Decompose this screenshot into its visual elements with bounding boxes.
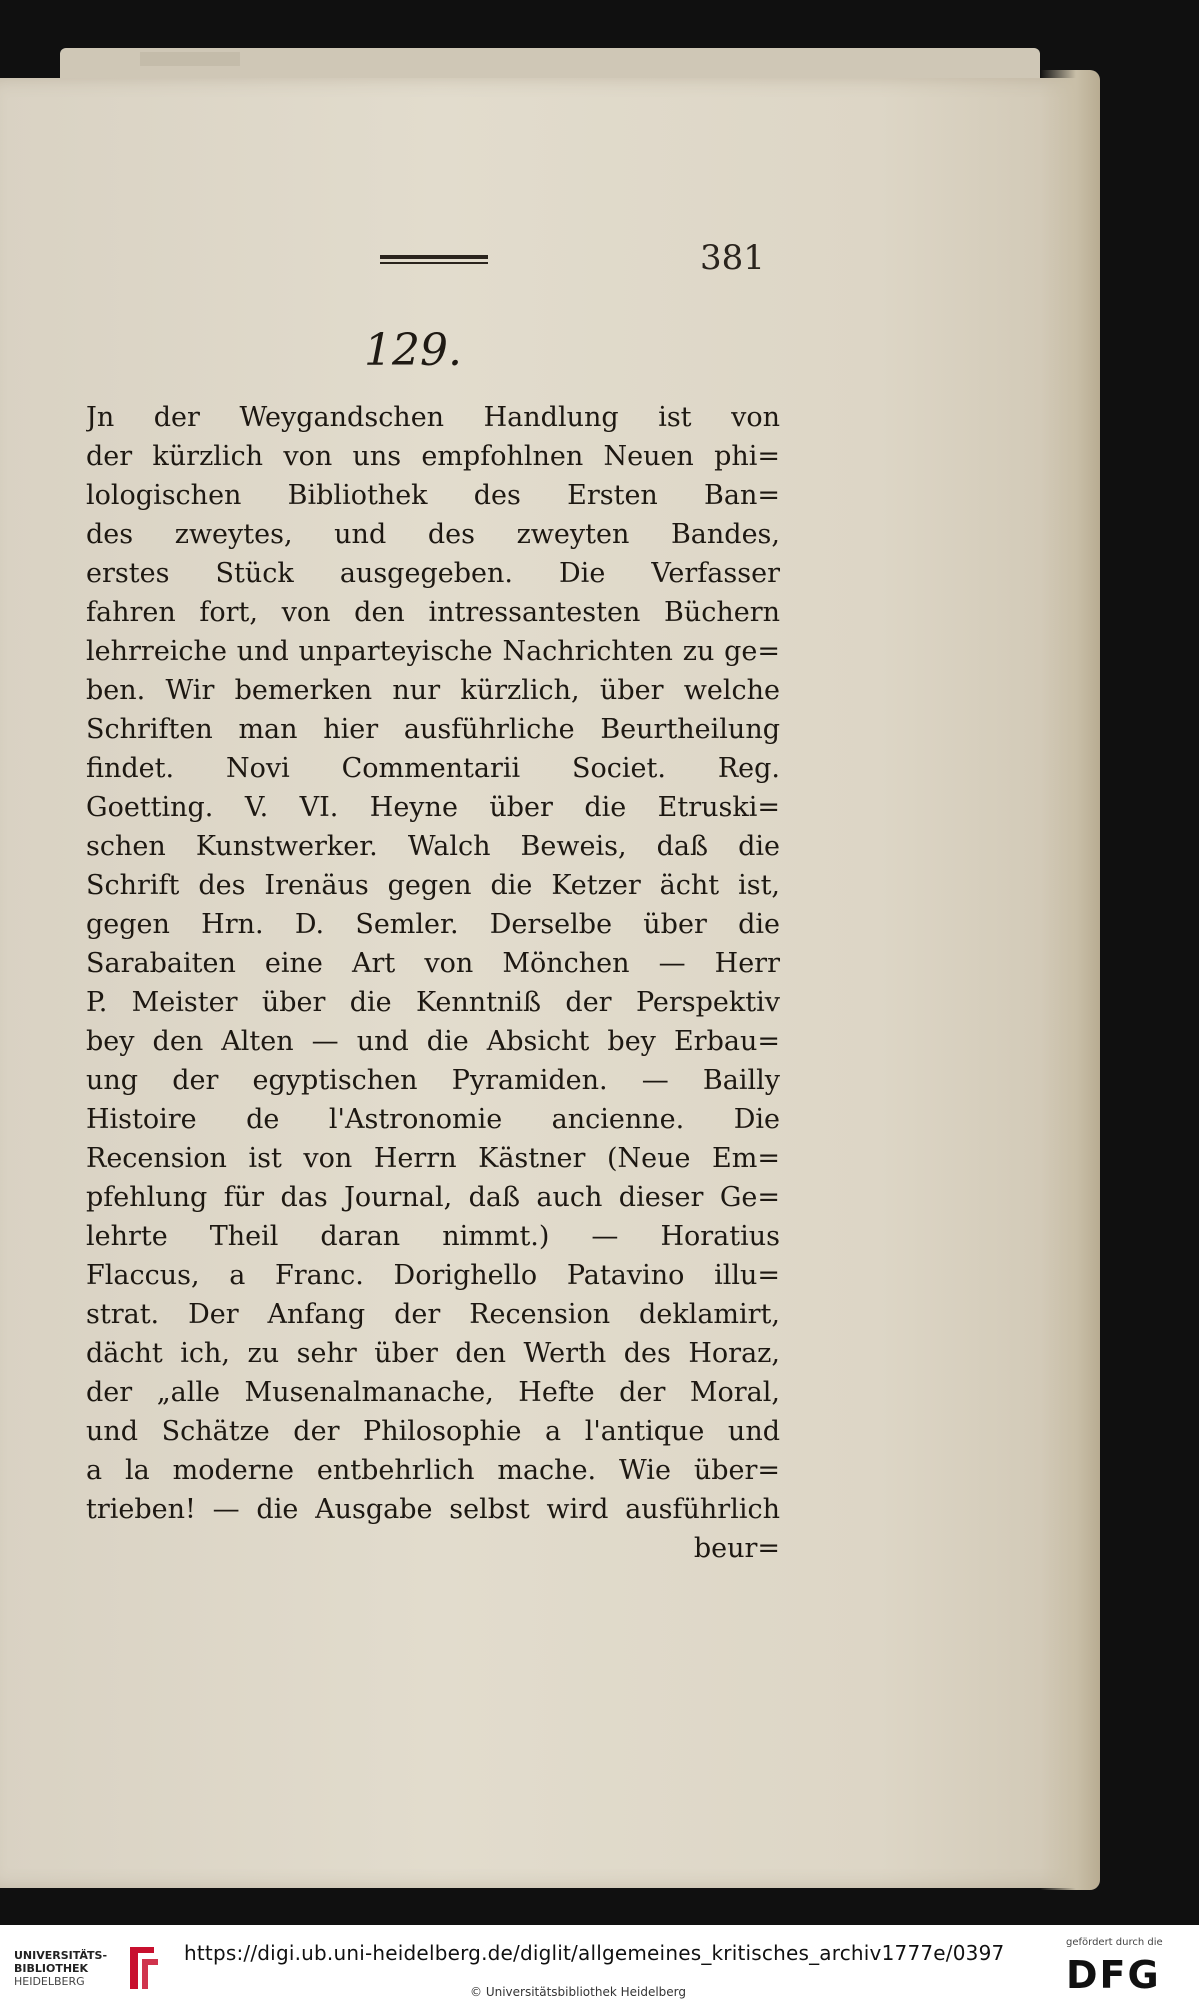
text-line: Schriften man hier ausführliche Beurtheilung (86, 714, 780, 745)
copyright-notice: © Universitätsbibliothek Heidelberg (470, 1985, 687, 1999)
page-number: 381 (700, 238, 765, 278)
body-text (86, 398, 780, 1568)
text-line: findet. Novi Commentarii Societ. Reg. (86, 753, 780, 784)
text-line: ben. Wir bemerken nur kürzlich, über welche (86, 675, 780, 706)
text-line: schen Kunstwerker. Walch Beweis, daß die (86, 831, 780, 862)
text-line: dächt ich, zu sehr über den Werth des Horaz, (86, 1338, 780, 1369)
text-line: Sarabaiten eine Art von Mönchen — Herr (86, 948, 780, 979)
text-line: pfehlung für das Journal, daß auch dieser Ge= (86, 1182, 780, 1213)
text-line: Histoire de l'Astronomie ancienne. Die (86, 1104, 780, 1135)
text-line: a la moderne entbehrlich mache. Wie über= (86, 1455, 780, 1486)
text-line: des zweytes, und des zweyten Bandes, (86, 519, 780, 550)
text-line: strat. Der Anfang der Recension deklamirt, (86, 1299, 780, 1330)
text-line: trieben! — die Ausgabe selbst wird ausführlich (86, 1494, 780, 1525)
institution-line: UNIVERSITÄTS- (14, 1949, 108, 1962)
institution-line: BIBLIOTHEK (14, 1962, 89, 1975)
header-rule (380, 255, 488, 264)
institution-city: HEIDELBERG (14, 1975, 85, 1988)
library-logo-icon (124, 1943, 162, 1993)
text-line: lologischen Bibliothek des Ersten Ban= (86, 480, 780, 511)
dfg-logo: DFG (1066, 1953, 1161, 1997)
document-url-link[interactable]: https://digi.ub.uni-heidelberg.de/diglit/allgemeines_kritisches_archiv1777e/0397 (184, 1941, 1005, 1965)
text-line: lehrte Theil daran nimmt.) — Horatius (86, 1221, 780, 1252)
text-line: Jn der Weygandschen Handlung ist von (86, 402, 780, 433)
text-line: und Schätze der Philosophie a l'antique und (86, 1416, 780, 1447)
text-line: fahren fort, von den intressantesten Büchern (86, 597, 780, 628)
text-line: erstes Stück ausgegeben. Die Verfasser (86, 558, 780, 589)
text-line: Flaccus, a Franc. Dorighello Patavino illu= (86, 1260, 780, 1291)
text-line: der kürzlich von uns empfohlnen Neuen phi= (86, 441, 780, 472)
text-line: ung der egyptischen Pyramiden. — Bailly (86, 1065, 780, 1096)
funded-by-label: gefördert durch die (1066, 1937, 1163, 1948)
page-edge-shadow (1040, 70, 1100, 1890)
text-line: gegen Hrn. D. Semler. Derselbe über die (86, 909, 780, 940)
text-line: Goetting. V. VI. Heyne über die Etruski= (86, 792, 780, 823)
text-line: P. Meister über die Kenntniß der Perspektiv (86, 987, 780, 1018)
text-line: lehrreiche und unparteyische Nachrichten zu ge= (86, 636, 780, 667)
viewer-footer (0, 1925, 1199, 2010)
section-number: 129. (364, 325, 462, 376)
text-line: bey den Alten — und die Absicht bey Erbau= (86, 1026, 780, 1057)
catchword: beur= (693, 1533, 780, 1564)
institution-name (14, 1949, 124, 1988)
text-line: Schrift des Irenäus gegen die Ketzer ächt ist, (86, 870, 780, 901)
faded-shelf-label (140, 52, 240, 66)
text-line: der „alle Musenalmanache, Hefte der Moral, (86, 1377, 780, 1408)
text-line: Recension ist von Herrn Kästner (Neue Em= (86, 1143, 780, 1174)
